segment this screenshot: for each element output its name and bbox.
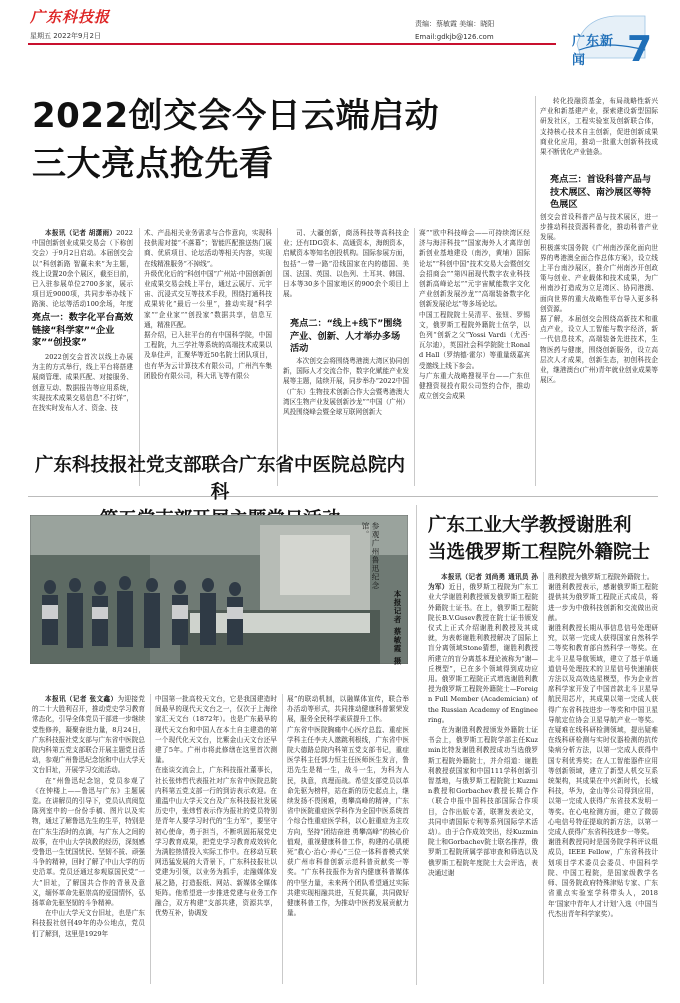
article2-para: 为迎接党的二十大胜利召开，推动党史学习教育常态化，引导全体党员干部进一步继续党性修养，凝聚奋进力量，8月24日，广东科技报社党支部与广东省中医院总院内科第五党支部联合开展主题党日活动，参观广州鲁迅纪念馆和中山大学天文台旧址，开展学习交流活动。: [32, 695, 145, 775]
article1-headline: [32, 92, 512, 188]
article1-para: 2022中国创新创业成果交易会（下称创交会）于9月2日启动。本届创交会以“科创新路 智赢未来”为主题，线上设置20余个展区，截至目前，已入驻参展单位2700多家，展示项目近9000项，共同步举办线下路演、论坛等活动100余场，年度: [32, 229, 133, 308]
article-divider: [416, 505, 417, 985]
photo-credit: 本报记者 蔡敏霞 摄: [393, 590, 402, 666]
column-divider: [150, 694, 151, 984]
column-divider: [277, 228, 278, 486]
article1-col3a: [283, 228, 409, 308]
masthead-logo: 广东科技报: [30, 8, 111, 26]
article1-col5b: 创交会首设科普产品与技术展区，进一步推动科技资源科普化，推动科普产业发展。 积极落实国务院《广州南沙深化面向世界的粤港澳全面合作总体方案》，设立线上平台南沙展区，推介广州南沙开创政策与创业、产业载体和技术成果，为广州南沙打造成为立足湾区、协同港澳、面向世界的重大战略性平台导入更多科创资源。 据了解，本届创交会围绕高新技术和重点产业，设立人工智能与数字经济，新一代信息技术，高端装备先进技术，生物医药与健康，围绕创新服务，设立高层次人才成果，创新生态，初创科技企业，继港澳台(广州)青年就业创业成果等展区。: [540, 213, 658, 385]
header-rule: [28, 43, 556, 45]
article2-col3: 展”的联动机制，以融媒体宣传，联合举办活动等形式，共同推动健康科普繁荣发展，服务全民科学素质提升工作。 广东省中医院胸痛中心医疗总监、重症医学科主任李夫人邀跳利根线，广东省中医院大德路总院内科第五党支部书记，重症医学科主任郭力恒主任医师医生发言，鲁迅先生是精一生，战斗一生，为科为人民，执意，真理而战。希望支部党员以革命先驱为榜样，站在新的历史起点上，继续发扬不畏困难，勇攀高峰的精神，广东省中医院重症医学科作为全国中医系统首个综合性重症医学科，以心脏重症为主攻方向，坚持“团结奋进 勇攀高峰”的核心价值观，重视健康科普工作，构建的心肌梗死“救心·治心·养心”三位一体科普模式荣获广州市科普创新示范科普贡献奖一等奖。“广东科技报作为省内健康科普媒体的中坚力量，未来两个团队希望通过实际共建实现相融共进，互促共赢，共同做好健康科普工作，为推动中医药发展贡献力量。: [287, 695, 409, 918]
article2-dateline: 本报讯（记者 张文鑫）: [45, 695, 118, 703]
article2-photo: [30, 515, 408, 664]
article3-para: 近日，俄罗斯工程院为广东工业大学谢胜利教授颁发俄罗斯工程院外籍院士证书。在上，俄罗斯工程院院长B.V.Gusev教授在院士证书颁发仪式上正式介绍谢胜利教授及其成就，为表彰谢胜利教授解决了国际上盲分离领域Stone猜想，谢胜利教授所建立的盲分离基本理论被称为“谢—丘模型”，已在多个领域得到成功应用。俄罗斯工程院正式增选谢胜利教授为俄罗斯工程院外籍院士—Foreign Full Member (Academician) of the Russian Academy of Engineering。: [428, 583, 538, 724]
article3-headline: [428, 512, 658, 566]
article2-title-line1: 广东科技报社党支部联合广东省中医院总院内科: [34, 455, 405, 503]
column-divider: [139, 228, 140, 486]
article2-para: 在中山大学天文台旧址，也是广东科技报社创刊49年的办公地点，党员们了解到，这里是1929年: [32, 909, 145, 938]
article1-para: 司、大疆创新，商汤科技等高科技企业；还有IDG资本、高通资本，海朗资本，启赋资本等知名创投机构。国际参展方面，包括“一带一路”沿线国家在内的德国、美国、法国、英国、以色列、土耳其、韩国、日本等30多个国家地区的900余个项目上展。: [283, 229, 409, 299]
article1-subhead-3: 亮点三：首设科普产品与技术展区、南沙展区等特色展区: [550, 174, 652, 210]
article3-dateline: 本报讯（记者 刘尚勇 通讯员 孙为军）: [428, 573, 538, 592]
editor-names: 责编：蔡敏霞 美编：晓阳: [415, 20, 495, 28]
article3-title-line1: 广东工业大学教授谢胜利: [428, 515, 632, 536]
article1-subhead-2: 亮点二：“线上+线下”围绕产业、创新、人才举办多场活动: [290, 318, 402, 354]
article1-para: 2022创交会首次以线上办展为主的方式举行，线上平台将搭建展商管理、成果匹配、对接服务、创意互动、数据报告等应用系统，实现技术成果交易信息“不打烊”，在找实时发布人才、资金、技: [32, 353, 133, 413]
article3-para: 在为谢胜利教授颁发外籍院士证书会上，俄罗斯工程院学部主任Kuzmin比特发谢胜利教授成功当选俄罗斯工程院外籍院士，并介绍道：谢胜利教授获国家和中国111学科创新引智基地，与俄罗斯工程院院士Kuzmin教授和Gorbachev教授长期合作（联合申报中国科技部国际合作项目，合作出版专著，联署发表论文，共同申请国际专利等系列国际学术活动）。由于合作成效突出，经Kuzmin院士和Gorbachev院士联名推荐，俄罗斯工程院所属学部审查和筛选以及俄罗斯工程院年度院士大会评选，表决通过谢: [428, 726, 538, 877]
photo-caption: 参观广州鲁迅纪念馆。: [361, 522, 380, 590]
page-number: 7: [627, 29, 653, 70]
column-divider: [282, 694, 283, 984]
article1-title-line1: 2022创交会今日云端启动: [32, 96, 440, 136]
article3-col2: 胜利教授为俄罗斯工程院外籍院士。 谢胜利教授表示，感谢俄罗斯工程院提供其为俄罗斯工程院正式成员，将进一步为中俄科技创新和交流做出贡献。 谢胜利教授长期从事信息信号处理研究，以第一完成人获得国家自然科学二等奖和教育部自然科学一等奖。在北斗卫星导航领域，建立了基于单通道信号处理技术的卫星信号快速捕获方法以及高效选星模型，作为企业首席科学家开发了中国首款北斗卫星导航民用芯片，其成果以第一完成人获得广东省科技进步一等奖和中国卫星导航定位协会卫星导航产业一等奖。在疑难在线科研检测领域，提出疑难在线科研检测与实时仪器检测的抗传染病分析方法，以第一完成人获得中国专利优秀奖；在人工智能器件应用等创新领域，建立了新型人机交互系统架构，其成果在中兴新时代，长城科技，华为，金山等公司得到应用，以第一完成人获得广东省技术发明一等奖。在心电检测方面，建立了微弱心电信号特征提取的新方法，以第一完成人获得广东省科技进步一等奖。 谢胜利教授同时是国务院学科评议组成员，IEEE Fellow，广东省科技计划项目学术委员会委员、中国科学院、中国工程院，是国家级教学名师、国务院政府特殊津贴专家、广东省重点实验室学科带头人，2018年‘国家中青年人才计划’入选（中国当代杰出青年科学家奖）。: [548, 573, 658, 918]
section-label: 广东新闻: [572, 34, 615, 68]
article1-para: 本次创交会将围绕粤港澳大湾区协同创新，国际人才交流合作，数字化赋能产业发展等主题，陆续开展，同步举办“2022中国（广东）生物技术创新合作大会暨粤港澳大湾区生物产业发展创新沙龙”“中国（广州）风投围绕峰会暨全球互联网创新大: [283, 357, 409, 417]
article1-col5a: [540, 96, 658, 176]
article2-col2: 中国第一批高校天文台，它是我国建造时间最早的现代天文台之一，仅次于上海徐家汇天文台（1872年）。也是广东最早的现代天文台和中国人在本土自主建造的第一个现代化天文台，比紫金山天文台还早建了5年。广州市将此修缮在这里首次测量。 在座谈交流会上，广东科技报社董事长，社长张炜哲代表报社对广东省中医院总院内科第五党支部一行的到访表示欢迎。在重温中山大学天文台及广东科技报社发展历史中，张炜哲表示作为报社的党员特别是青年人要学习时代的“生力军”，要坚守初心使命，勇于担当，不断巩固拓展党史学习教育成果，把党史学习教育成效转化为满腔热情投入实际工作中。在移动互联网迅猛发展的大背景下，广东科技报社以党建为引领，以业务为抓手，走融媒体发展之路，打造报纸、网站、新媒体全媒体矩阵。他希望进一步推进党建与业务工作融合，双方构建“支部共建，资源共享，优势互补，协调发: [155, 695, 277, 918]
editor-credits: [415, 18, 494, 44]
article1-para: 转化投融资基金，布局战略性新兴产业和新基建产业，探索建设新型国际研发社区，工程实验室及创新联合体，支持核心技术自主创新，促进创新成果商业化应用，推动一批重大创新科技成果不断优化产业链条。: [540, 97, 658, 157]
editor-email[interactable]: Email:gdkjb@126.com: [415, 33, 494, 41]
article1-col2: 术、产品相关业务需求与合作意向，实现科技供需对接“不落幕”；智能匹配推送热门展商、优质项目、论坛活动等相关内容，实现在线精准服务“不掉线”。 升级优化后的“科创中国”广州站·中国创新创业成果交易会线上平台，通过云展厅、元宇宙、沉浸式交互等技术手段，围绕打通科技成果转化“最后一公里”，推动实现“科学家”“企业家”“创投家”数据共享，信息互通，精准匹配。 据介绍，已入驻平台的有中国科学院，中国工程院，九三学社等系统的高端技术成果以及阜佳声，汇聚华等近50名院士团队项目，也有华为云计算技术有限公司，广州汽车集团股份有限公司，科大讯飞等有限公: [144, 229, 272, 380]
article3-title-line2: 当选俄罗斯工程院外籍院士: [428, 542, 651, 563]
column-divider: [414, 228, 415, 486]
article1-dateline: 本报讯（记者 胡潇雨）: [45, 229, 117, 237]
article3-col1: [428, 572, 538, 984]
column-divider: [535, 96, 536, 486]
article1-col4: 赛”“欧中科技峰会——可持续湾区经济与海洋科技”“国家海外人才离岸创新创业基地建设（南沙，黄埔）国际论坛”“科创中国”技术交易大会暨创交会招商会”“第四届现代数字农业科技创新高峰论坛”“元宇宙赋能数字文化产业创新发展沙龙”“高端装备数字化创新发展论坛”等多场论坛。 中国工程院院士吴清平、张钮、罗锡文，俄罗斯工程院外籍院士伍学，以色列“创新之父”Yossi Vardi（尤西·瓦尔迪），英国社会科学院院士Ronald Hall（罗纳德·霍尔）等重量级嘉宾受邀线上线下参会。 与广东重大战略搜视平台——广东但健搜资视投有限公司签约合作，推动成立创交会成果: [419, 229, 530, 401]
column-divider: [543, 572, 544, 984]
article1-title-line2: 三大亮点抢先看: [32, 144, 274, 184]
article2-para: 在“州鲁迅纪念馆，党员参观了《在钟楼上——鲁迅与广东》主题展览。在讲解员的引导下，党员认真阅览陈列室中的一份份手稿、图片以及实物，通过了解鲁迅先生的生平，特别是在广东生活时的点滴，与广东人之间的故事，在中山大学执教的经历，深刻感受鲁迅一生忧国忧民、坚韧不拔、顽强斗争的精神，回时了解了中山大学的历史沿革。党员还通过参观原国民党“一大”旧址，了解国共合作的背景及意义，缅怀革命先驱崇高的爱国情怀，弘扬革命先驱坚韧的斗争精神。: [32, 776, 145, 908]
issue-date: 星期五 2022年9月2日: [30, 32, 101, 40]
article2-col1: [32, 694, 145, 984]
article1-subhead-1: 亮点一：数字化平台高效链接“科学家”“企业家”“创投家”: [32, 312, 134, 348]
article1-col1: [32, 228, 133, 308]
